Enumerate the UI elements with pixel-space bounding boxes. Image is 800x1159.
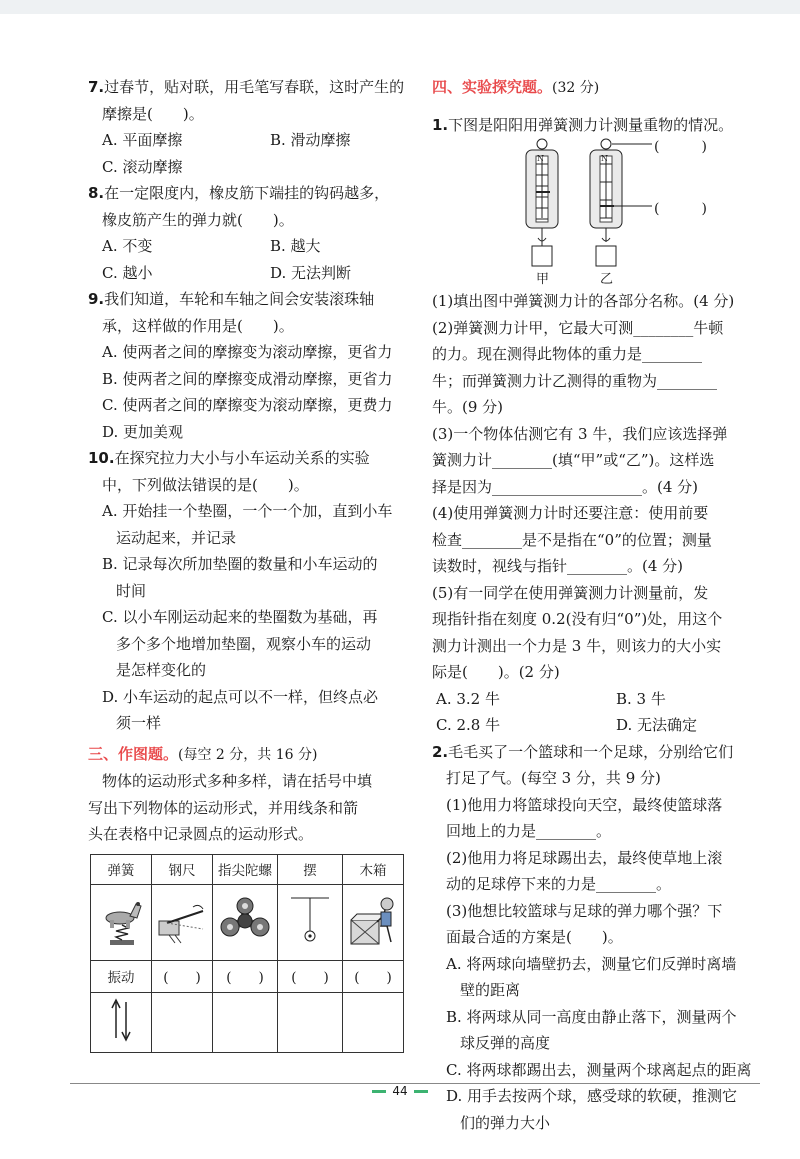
drawing-cell[interactable]	[278, 992, 343, 1052]
option-b: B. 将两球从同一高度由静止落下，测量两个	[446, 1007, 737, 1026]
option-a: A. 平面摩擦	[102, 131, 183, 149]
question-2	[432, 739, 772, 1137]
drawing-cell[interactable]	[213, 992, 278, 1052]
scale-unit-label: N	[601, 154, 608, 163]
option-d-cont: 们的弹力大小	[460, 1113, 551, 1132]
wooden-box-image	[343, 884, 404, 960]
question-number: 7.	[88, 78, 105, 96]
option-c-cont: 多个多个地增加垫圈，观察小车的运动	[116, 634, 372, 653]
question-text: 中，下列做法错误的是( )。	[102, 475, 309, 494]
instruction-text: 头在表格中记录圆点的运动形式。	[88, 825, 314, 843]
option-a: A. 3.2 牛	[436, 689, 500, 708]
question-8	[88, 180, 404, 286]
answer-blank[interactable]: ( )	[152, 960, 213, 992]
option-c: C. 使两者之间的摩擦变为滚动摩擦，更费力	[102, 396, 393, 414]
option-a: A. 不变	[102, 237, 153, 255]
option-c: C. 越小	[102, 263, 153, 282]
up-down-arrows-icon	[106, 996, 136, 1044]
subquestion-1: (1)填出图中弹簧测力计的各部分名称。(4 分)	[432, 292, 735, 310]
option-a-cont: 运动起来，并记录	[116, 528, 237, 547]
instruction-text: 写出下列物体的运动形式，并用线条和箭	[88, 798, 359, 817]
page-number	[0, 1084, 800, 1098]
instruction-text: 物体的运动形式多种多样，请在括号中填	[102, 772, 373, 790]
subquestion-2: (2)弹簧测力计甲，它最大可测________牛顿	[432, 318, 724, 337]
pendulum-image	[278, 884, 343, 960]
label-blank-1[interactable]: ( )	[654, 139, 707, 155]
pendulum-icon	[285, 892, 335, 948]
option-a-cont: 壁的距离	[460, 981, 521, 999]
subquestion-4-cont: 检查________是不是指在“0”的位置；测量	[432, 530, 712, 549]
page-dash-right	[414, 1090, 428, 1093]
option-d-cont: 须一样	[116, 714, 162, 732]
ruler-icon	[157, 895, 207, 945]
subquestion-2-cont: 的力。现在测得此物体的重力是________	[432, 345, 703, 363]
spring-horse-image	[91, 884, 152, 960]
option-c: C. 将两球都踢出去，测量两个球离起点的距离	[446, 1060, 752, 1079]
arrow-cell	[91, 992, 152, 1052]
subquestion-3-cont: 择是因为____________________。(4 分)	[432, 477, 699, 496]
fidget-spinner-image	[213, 884, 278, 960]
section-title: 三、作图题。	[88, 744, 179, 763]
question-10	[88, 445, 404, 737]
question-text: 在一定限度内，橡皮筋下端挂的钩码越多，	[104, 184, 390, 202]
box-pushing-icon	[347, 892, 399, 948]
option-b-cont: 时间	[116, 581, 147, 600]
motion-table	[90, 854, 404, 1053]
right-column	[432, 74, 772, 1136]
table-header: 木箱	[343, 854, 404, 884]
question-text: 我们知道，车轮和车轴之间会安装滚珠轴	[104, 290, 375, 308]
subquestion-2-cont: 动的足球停下来的力是________。	[446, 875, 672, 893]
answer-blank[interactable]: ( )	[213, 960, 278, 992]
subquestion-4: (4)使用弹簧测力计时还要注意：使用前要	[432, 504, 709, 522]
table-header: 弹簧	[91, 854, 152, 884]
subquestion-2-cont: 牛。(9 分)	[432, 398, 504, 416]
subquestion-5: (5)有一同学在使用弹簧测力计测量前，发	[432, 583, 709, 602]
question-number: 8.	[88, 184, 105, 202]
page-dash-left	[372, 1090, 386, 1093]
subquestion-2: (2)他用力将足球踢出去，最终使草地上滚	[446, 848, 723, 867]
option-b: B. 越大	[270, 237, 321, 255]
option-b: B. 滑动摩擦	[270, 131, 351, 149]
subquestion-5-cont: 际是( )。(2 分)	[432, 663, 560, 681]
option-a: A. 使两者之间的摩擦变为滚动摩擦，更省力	[102, 343, 393, 361]
option-d: D. 无法判断	[270, 263, 352, 282]
table-header: 指尖陀螺	[213, 854, 278, 884]
question-number: 10.	[88, 449, 115, 467]
question-text: 过春节，贴对联，用毛笔写春联，这时产生的	[104, 78, 405, 96]
question-9	[88, 286, 404, 445]
spring-scales-icon	[502, 138, 800, 288]
subquestion-5-cont: 现指针指在刻度 0.2(没有归“0”)处，用这个	[432, 610, 723, 628]
spring-rider-icon	[96, 892, 146, 948]
scale-unit-label: N	[537, 154, 544, 163]
top-strip	[0, 0, 800, 14]
subquestion-4-cont: 读数时，视线与指针________。(4 分)	[432, 557, 684, 575]
option-d: D. 小车运动的起点可以不一样，但终点必	[102, 687, 379, 706]
section-title: 四、实验探究题。	[432, 78, 553, 96]
option-c: C. 滚动摩擦	[102, 157, 183, 176]
section-note: (每空 2 分，共 16 分)	[178, 746, 318, 763]
subquestion-1-cont: 回地上的力是________。	[446, 822, 612, 840]
label-blank-2[interactable]: ( )	[654, 201, 707, 217]
section-note: (32 分)	[552, 80, 600, 96]
scale-yi-label: 乙	[600, 272, 614, 287]
table-header: 摆	[278, 854, 343, 884]
answer-blank[interactable]: ( )	[343, 960, 404, 992]
option-b: B. 使两者之间的摩擦变成滑动摩擦，更省力	[102, 369, 393, 388]
question-text: 橡皮筋产生的弹力就( )。	[102, 210, 294, 229]
option-b: B. 3 牛	[616, 689, 666, 708]
subquestion-1: (1)他用力将篮球投向天空，最终使篮球落	[446, 795, 723, 814]
subquestion-3: (3)一个物体估测它有 3 牛，我们应该选择弹	[432, 424, 728, 443]
answer-blank[interactable]: ( )	[278, 960, 343, 992]
option-d: D. 用手去按两个球，感受球的软硬，推测它	[446, 1087, 738, 1105]
option-d: D. 更加美观	[102, 422, 184, 441]
question-7	[88, 74, 404, 180]
drawing-cell[interactable]	[152, 992, 213, 1052]
table-cell: 振动	[91, 960, 152, 992]
question-text: 下图是阳阳用弹簧测力计测量重物的情况。	[448, 115, 734, 134]
option-b-cont: 球反弹的高度	[460, 1034, 551, 1052]
subquestion-5-cont: 测力计测出一个力是 3 牛，则该力的大小实	[432, 636, 722, 655]
option-c-cont: 是怎样变化的	[116, 661, 207, 679]
spinner-icon	[218, 897, 272, 943]
question-text: 毛毛买了一个篮球和一个足球，分别给它们	[448, 742, 734, 761]
spring-scale-figure	[432, 138, 772, 288]
option-c: C. 2.8 牛	[436, 716, 501, 734]
section-4-header	[432, 74, 772, 102]
drawing-cell[interactable]	[343, 992, 404, 1052]
subquestion-3-cont: 簧测力计________(填“甲”或“乙”)。这样选	[432, 451, 715, 469]
subquestion-3: (3)他想比较篮球与足球的弹力哪个强？下	[446, 901, 723, 920]
question-number: 9.	[88, 290, 105, 308]
scale-jia-label: 甲	[536, 272, 550, 287]
section-3	[88, 741, 404, 848]
question-text: 打足了气。(每空 3 分，共 9 分)	[446, 769, 661, 787]
subquestion-2-cont: 牛；而弹簧测力计乙测得的重物为________	[432, 371, 718, 390]
question-text: 摩擦是( )。	[102, 104, 204, 123]
option-b: B. 记录每次所加垫圈的数量和小车运动的	[102, 555, 378, 573]
question-text: 承，这样做的作用是( )。	[102, 316, 294, 335]
left-column	[88, 74, 404, 1053]
option-c: C. 以小车刚运动起来的垫圈数为基础，再	[102, 608, 378, 626]
steel-ruler-image	[152, 884, 213, 960]
option-d: D. 无法确定	[616, 716, 698, 734]
option-a: A. 将两球向墙壁扔去，测量它们反弹时离墙	[446, 954, 737, 973]
subquestion-3-cont: 面最合适的方案是( )。	[446, 928, 623, 946]
table-header: 钢尺	[152, 854, 213, 884]
question-number: 2.	[432, 742, 449, 761]
question-text: 在探究拉力大小与小车运动关系的实验	[114, 449, 370, 467]
page-number-text: 44	[392, 1084, 408, 1098]
question-number: 1.	[432, 115, 449, 134]
option-a: A. 开始挂一个垫圈，一个一个加，直到小车	[102, 502, 393, 520]
